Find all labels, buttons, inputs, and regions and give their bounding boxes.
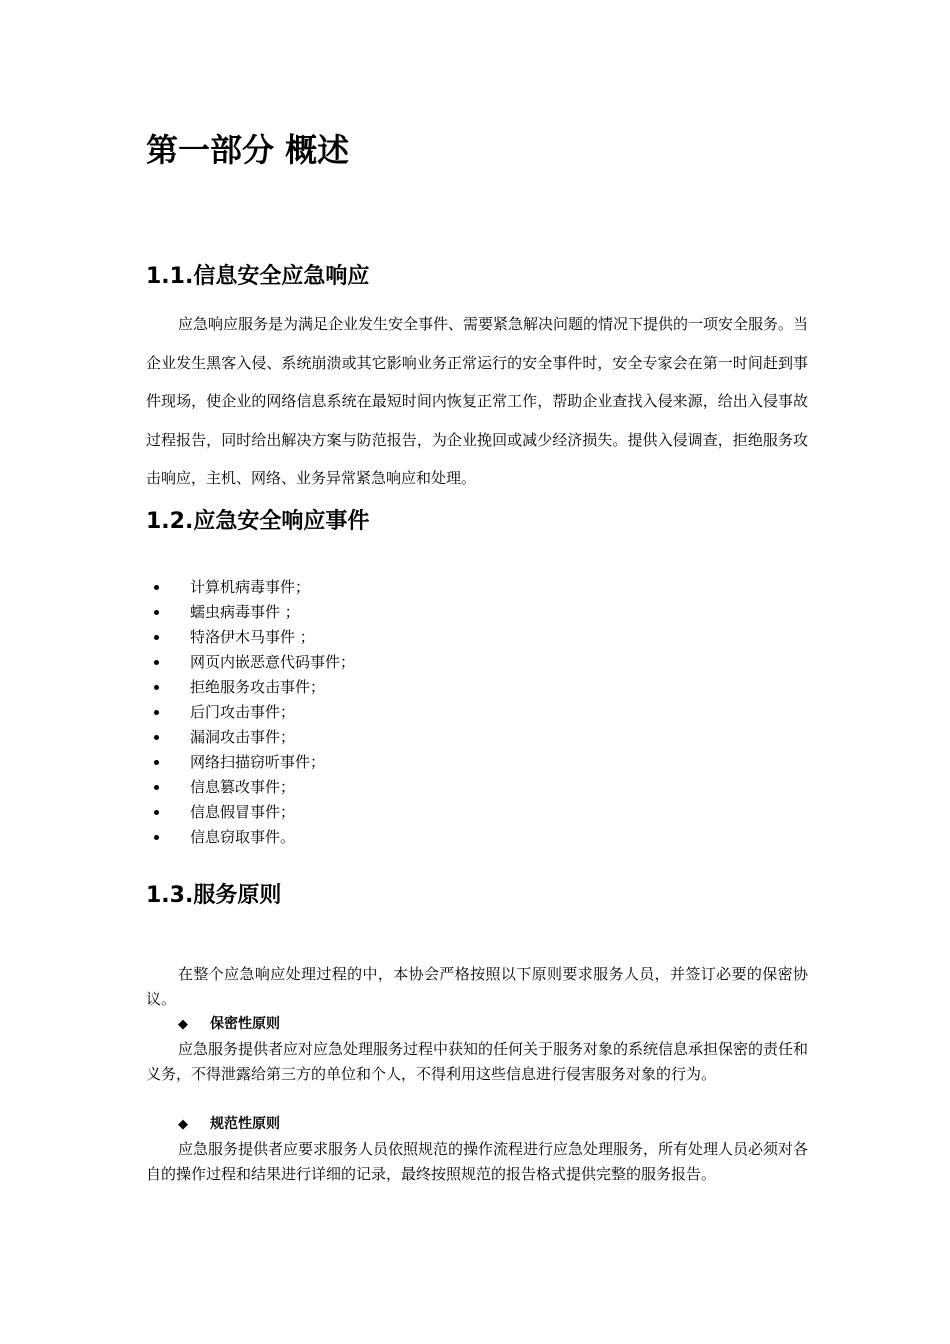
bullet-icon <box>154 710 159 715</box>
diamond-bullet-icon: ◆ <box>178 1117 188 1132</box>
list-item: 计算机病毒事件； <box>146 575 806 600</box>
principle-text-standardization: 应急服务提供者应要求服务人员依照规范的操作流程进行应急处理服务，所有处理人员必须对各自的操作过程和结果进行详细的记录，最终按照规范的报告格式提供完整的服务报告。 <box>146 1140 809 1183</box>
bullet-icon <box>154 610 159 615</box>
list-item: 特洛伊木马事件 ； <box>146 625 806 650</box>
bullet-icon <box>154 810 159 815</box>
bullet-icon <box>154 760 159 765</box>
list-item: 拒绝服务攻击事件； <box>146 675 806 700</box>
list-item: 信息假冒事件； <box>146 800 806 825</box>
bullet-icon <box>154 635 159 640</box>
section-1-3-intro: 在整个应急响应处理过程的中，本协会严格按照以下原则要求服务人员，并签订必要的保密协议。 <box>146 965 808 1008</box>
bullet-icon <box>154 785 159 790</box>
bullet-icon <box>154 660 159 665</box>
diamond-bullet-icon: ◆ <box>178 1017 188 1032</box>
principle-heading-standardization: ◆ 规范性原则 <box>178 1112 280 1137</box>
bullet-icon <box>154 735 159 740</box>
page-title: 第一部分 概述 <box>146 131 350 169</box>
list-item: 网络扫描窃听事件； <box>146 750 806 775</box>
section-heading-1-2: 1.2.应急安全响应事件 <box>146 509 370 534</box>
bullet-icon <box>154 685 159 690</box>
bullet-icon <box>154 585 159 590</box>
list-item: 网页内嵌恶意代码事件； <box>146 650 806 675</box>
section-heading-1-3: 1.3.服务原则 <box>146 883 282 908</box>
principle-text-confidentiality: 应急服务提供者应对应急处理服务过程中获知的任何关于服务对象的系统信息承担保密的责任和义务，不得泄露给第三方的单位和个人，不得利用这些信息进行侵害服务对象的行为。 <box>146 1040 809 1083</box>
section-1-1-paragraph: 应急响应服务是为满足企业发生安全事件、需要紧急解决问题的情况下提供的一项安全服务。当企业发生黑客入侵、系统崩溃或其它影响业务正常运行的安全事件时，安全专家会在第一时间赶到事件现场，使企业的网络信息系统在最短时间内恢复正常工作，帮助企业查找入侵来源，给出入侵事故过程报告，同时给出解决方案与防范报告，为企业挽回或减少经济损失。提供入侵调查，拒绝服务攻击响应，主机、网络、业务异常紧急响应和处理。 <box>146 315 809 487</box>
list-item: 后门攻击事件； <box>146 700 806 725</box>
list-item: 蠕虫病毒事件 ； <box>146 600 806 625</box>
principle-heading-confidentiality: ◆ 保密性原则 <box>178 1012 280 1037</box>
list-item: 信息篡改事件； <box>146 775 806 800</box>
list-item: 漏洞攻击事件； <box>146 725 806 750</box>
bullet-icon <box>154 835 159 840</box>
section-heading-1-1: 1.1.信息安全应急响应 <box>146 264 370 289</box>
list-item: 信息窃取事件。 <box>146 825 806 850</box>
event-list <box>146 575 806 850</box>
